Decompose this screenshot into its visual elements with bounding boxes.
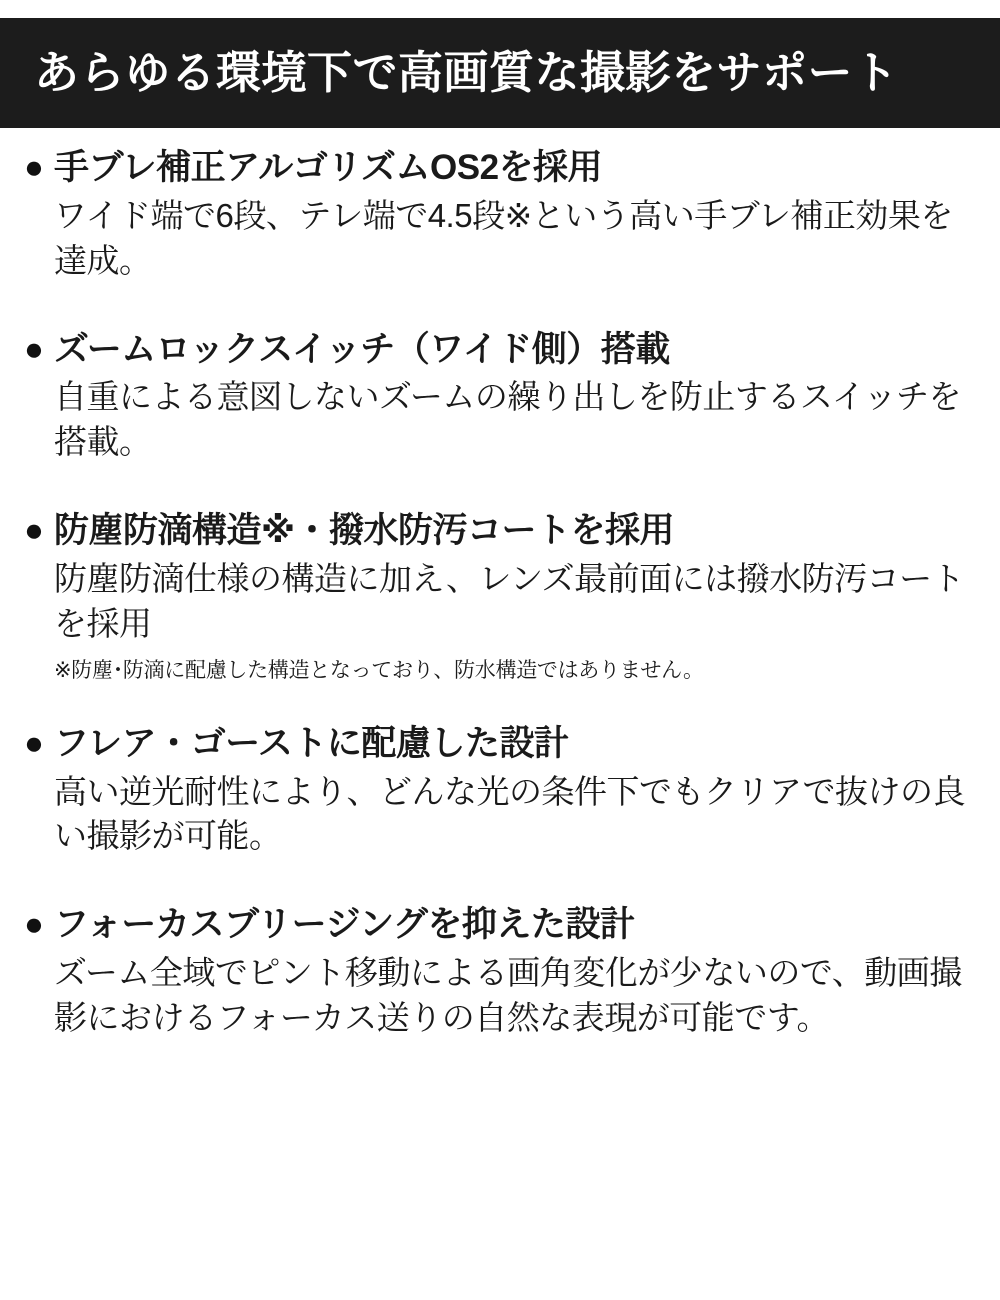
feature-body: 防塵防滴仕様の構造に加え、レンズ最前面には撥水防汚コートを採用 xyxy=(54,559,965,642)
feature-item xyxy=(24,509,974,684)
feature-item xyxy=(24,328,974,466)
feature-heading-row xyxy=(24,509,974,553)
feature-heading: ズームロックスイッチ（ワイド側）搭載 xyxy=(54,329,670,369)
feature-heading: フォーカスブリージングを抑えた設計 xyxy=(54,905,635,945)
bullet-icon: ● xyxy=(24,148,44,185)
feature-heading: 手ブレ補正アルゴリズムOS2を採用 xyxy=(54,148,603,187)
bullet-icon: ● xyxy=(24,723,44,761)
feature-body: ズーム全域でピント移動による画角変化が少ないので、動画撮影におけるフォーカス送りの自然な表現が可能です。 xyxy=(54,954,962,1036)
feature-list xyxy=(0,146,1000,1041)
feature-heading: フレア・ゴーストに配慮した設計 xyxy=(54,723,569,763)
header-banner xyxy=(0,18,1000,128)
feature-heading-row xyxy=(24,722,974,766)
feature-body: ワイド端で6段、テレ端で4.5段※という高い手ブレ補正効果を達成。 xyxy=(54,196,953,279)
feature-item xyxy=(24,146,974,284)
feature-item xyxy=(24,903,974,1041)
feature-heading: 防塵防滴構造※・撥水防汚コートを採用 xyxy=(54,511,675,550)
feature-heading-row xyxy=(24,903,974,947)
page-title: あらゆる環境下で高画質な撮影をサポート xyxy=(34,47,899,99)
bullet-icon: ● xyxy=(24,511,44,548)
feature-heading-row xyxy=(24,328,974,372)
feature-item xyxy=(24,722,974,860)
feature-heading-row xyxy=(24,146,974,190)
feature-body: 高い逆光耐性により、どんな光の条件下でもクリアで抜けの良い撮影が可能。 xyxy=(54,772,965,855)
feature-footnote: ※防塵･防滴に配慮した構造となっており、防水構造ではありません。 xyxy=(54,658,704,682)
bullet-icon: ● xyxy=(24,329,44,367)
bullet-icon: ● xyxy=(24,905,44,943)
feature-body: 自重による意図しないズームの繰り出しを防止するスイッチを搭載。 xyxy=(54,378,962,461)
